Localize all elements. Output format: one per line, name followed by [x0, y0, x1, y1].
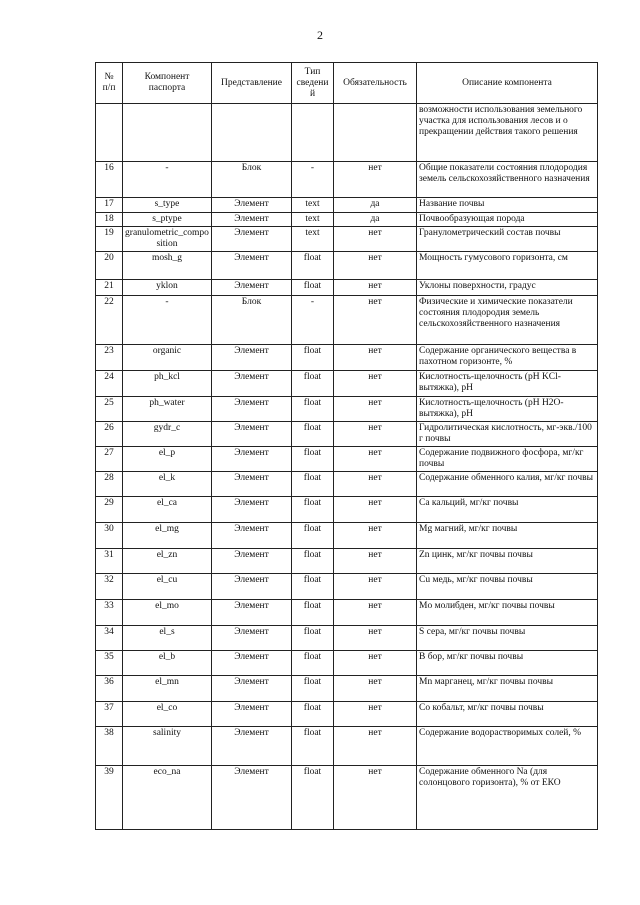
obligatory-flag: нет [334, 727, 417, 766]
data-type: float [292, 345, 334, 371]
obligatory-flag: нет [334, 227, 417, 252]
header-required: Обязательность [334, 63, 417, 104]
row-number: 18 [96, 213, 123, 227]
representation: Элемент [212, 766, 292, 830]
table-row [96, 345, 598, 371]
obligatory-flag: нет [334, 766, 417, 830]
representation: Элемент [212, 626, 292, 651]
component-description: Mn марганец, мг/кг почвы почвы [417, 676, 598, 702]
component-description: Мощность гумусового горизонта, см [417, 252, 598, 280]
component-description: Уклоны поверхности, градус [417, 280, 598, 296]
representation: Элемент [212, 600, 292, 626]
component-description: Mg магний, мг/кг почвы [417, 523, 598, 549]
component-code: gydr_c [123, 422, 212, 447]
component-code: ph_water [123, 397, 212, 422]
row-number: 28 [96, 472, 123, 497]
table-row [96, 574, 598, 600]
representation: Элемент [212, 397, 292, 422]
obligatory-flag [334, 104, 417, 162]
data-type: float [292, 371, 334, 397]
component-description: Содержание органического вещества в пахотном горизонте, % [417, 345, 598, 371]
obligatory-flag: да [334, 198, 417, 213]
representation: Элемент [212, 252, 292, 280]
component-description: Содержание водорастворимых солей, % [417, 727, 598, 766]
data-type: float [292, 523, 334, 549]
header-description: Описание компонента [417, 63, 598, 104]
table-row [96, 422, 598, 447]
component-code [123, 104, 212, 162]
table-row [96, 252, 598, 280]
component-code: salinity [123, 727, 212, 766]
data-type: text [292, 198, 334, 213]
row-number: 31 [96, 549, 123, 574]
component-code: - [123, 162, 212, 198]
data-type: float [292, 422, 334, 447]
row-number: 30 [96, 523, 123, 549]
component-code: el_s [123, 626, 212, 651]
data-type: float [292, 600, 334, 626]
row-number: 20 [96, 252, 123, 280]
data-type: float [292, 676, 334, 702]
component-description: Почвообразующая порода [417, 213, 598, 227]
table-row [96, 651, 598, 676]
representation: Элемент [212, 227, 292, 252]
representation: Элемент [212, 702, 292, 727]
component-code: granulometric_composition [123, 227, 212, 252]
passport-components-table [95, 62, 598, 830]
component-description: возможности использования земельного участка для использования лесов и о прекращении действия такого решения [417, 104, 598, 162]
component-description: Co кобальт, мг/кг почвы почвы [417, 702, 598, 727]
row-number: 22 [96, 296, 123, 345]
obligatory-flag: нет [334, 345, 417, 371]
component-description: Mo молибден, мг/кг почвы почвы [417, 600, 598, 626]
row-number: 19 [96, 227, 123, 252]
component-description: Общие показатели состояния плодородия земель сельскохозяйственного назначения [417, 162, 598, 198]
header-type: Тип сведени й [292, 63, 334, 104]
table-row [96, 676, 598, 702]
table-row [96, 104, 598, 162]
obligatory-flag: нет [334, 162, 417, 198]
row-number: 34 [96, 626, 123, 651]
row-number: 32 [96, 574, 123, 600]
data-type: float [292, 447, 334, 472]
data-type: text [292, 213, 334, 227]
row-number: 25 [96, 397, 123, 422]
obligatory-flag: нет [334, 280, 417, 296]
representation: Элемент [212, 447, 292, 472]
table-row [96, 626, 598, 651]
table-row [96, 296, 598, 345]
header-component: Компонент паспорта [123, 63, 212, 104]
table-row [96, 727, 598, 766]
component-description: S сера, мг/кг почвы почвы [417, 626, 598, 651]
component-code: mosh_g [123, 252, 212, 280]
row-number: 37 [96, 702, 123, 727]
table-row [96, 549, 598, 574]
component-description: Содержание обменного Na (для солонцового горизонта), % от ЕКО [417, 766, 598, 830]
row-number: 23 [96, 345, 123, 371]
data-type: float [292, 727, 334, 766]
obligatory-flag: нет [334, 252, 417, 280]
page-number: 2 [317, 28, 323, 42]
component-description: Физические и химические показатели состояния плодородия земель сельскохозяйственного назначения [417, 296, 598, 345]
component-description: Содержание обменного калия, мг/кг почвы [417, 472, 598, 497]
data-type: float [292, 497, 334, 523]
data-type: float [292, 549, 334, 574]
table-row [96, 213, 598, 227]
data-type: float [292, 472, 334, 497]
row-number: 35 [96, 651, 123, 676]
representation: Элемент [212, 549, 292, 574]
table-row [96, 371, 598, 397]
obligatory-flag: нет [334, 702, 417, 727]
data-type: - [292, 162, 334, 198]
data-type: float [292, 252, 334, 280]
obligatory-flag: нет [334, 472, 417, 497]
component-code: s_type [123, 198, 212, 213]
component-code: eco_na [123, 766, 212, 830]
component-code: s_ptype [123, 213, 212, 227]
obligatory-flag: нет [334, 549, 417, 574]
component-code: el_mg [123, 523, 212, 549]
header-num: № п/п [96, 63, 123, 104]
data-type: float [292, 651, 334, 676]
row-number: 38 [96, 727, 123, 766]
component-description: B бор, мг/кг почвы почвы [417, 651, 598, 676]
header-view: Представление [212, 63, 292, 104]
component-code: el_k [123, 472, 212, 497]
row-number: 21 [96, 280, 123, 296]
representation: Элемент [212, 676, 292, 702]
row-number: 27 [96, 447, 123, 472]
representation: Элемент [212, 213, 292, 227]
component-code: el_ca [123, 497, 212, 523]
component-code: - [123, 296, 212, 345]
obligatory-flag: нет [334, 397, 417, 422]
component-code: el_cu [123, 574, 212, 600]
representation: Элемент [212, 651, 292, 676]
table-row [96, 198, 598, 213]
data-type [292, 104, 334, 162]
component-code: yklon [123, 280, 212, 296]
component-code: el_co [123, 702, 212, 727]
component-code: el_mo [123, 600, 212, 626]
obligatory-flag: нет [334, 600, 417, 626]
row-number: 24 [96, 371, 123, 397]
component-code: ph_kcl [123, 371, 212, 397]
obligatory-flag: нет [334, 626, 417, 651]
component-code: el_zn [123, 549, 212, 574]
data-type: float [292, 574, 334, 600]
representation [212, 104, 292, 162]
row-number: 26 [96, 422, 123, 447]
representation: Блок [212, 162, 292, 198]
table-row [96, 227, 598, 252]
obligatory-flag: нет [334, 574, 417, 600]
representation: Элемент [212, 574, 292, 600]
component-description: Zn цинк, мг/кг почвы почвы [417, 549, 598, 574]
representation: Элемент [212, 422, 292, 447]
row-number: 29 [96, 497, 123, 523]
table-row [96, 280, 598, 296]
data-type: float [292, 626, 334, 651]
component-description: Гранулометрический состав почвы [417, 227, 598, 252]
representation: Элемент [212, 472, 292, 497]
table-row [96, 497, 598, 523]
row-number: 39 [96, 766, 123, 830]
data-type: float [292, 702, 334, 727]
component-description: Кислотность-щелочность (pH KCl-вытяжка), pH [417, 371, 598, 397]
representation: Элемент [212, 727, 292, 766]
obligatory-flag: нет [334, 651, 417, 676]
component-description: Название почвы [417, 198, 598, 213]
table-header-row [96, 63, 598, 104]
representation: Элемент [212, 345, 292, 371]
component-description: Содержание подвижного фосфора, мг/кг почвы [417, 447, 598, 472]
obligatory-flag: нет [334, 523, 417, 549]
row-number: 33 [96, 600, 123, 626]
data-type: float [292, 397, 334, 422]
table-row [96, 600, 598, 626]
obligatory-flag: нет [334, 371, 417, 397]
row-number: 17 [96, 198, 123, 213]
representation: Элемент [212, 198, 292, 213]
component-code: organic [123, 345, 212, 371]
obligatory-flag: нет [334, 296, 417, 345]
row-number: 36 [96, 676, 123, 702]
component-description: Cu медь, мг/кг почвы почвы [417, 574, 598, 600]
component-code: el_b [123, 651, 212, 676]
obligatory-flag: нет [334, 497, 417, 523]
table-row [96, 397, 598, 422]
table-row [96, 447, 598, 472]
representation: Элемент [212, 371, 292, 397]
component-code: el_p [123, 447, 212, 472]
row-number [96, 104, 123, 162]
representation: Элемент [212, 497, 292, 523]
component-description: Гидролитическая кислотность, мг-экв./100 г почвы [417, 422, 598, 447]
table-row [96, 702, 598, 727]
data-type: text [292, 227, 334, 252]
obligatory-flag: нет [334, 447, 417, 472]
table-body [96, 104, 598, 830]
component-description: Ca кальций, мг/кг почвы [417, 497, 598, 523]
obligatory-flag: нет [334, 422, 417, 447]
table-row [96, 523, 598, 549]
representation: Элемент [212, 523, 292, 549]
data-type: float [292, 280, 334, 296]
obligatory-flag: да [334, 213, 417, 227]
component-code: el_mn [123, 676, 212, 702]
data-type: float [292, 766, 334, 830]
table-row [96, 472, 598, 497]
row-number: 16 [96, 162, 123, 198]
obligatory-flag: нет [334, 676, 417, 702]
table-row [96, 766, 598, 830]
representation: Блок [212, 296, 292, 345]
representation: Элемент [212, 280, 292, 296]
table-row [96, 162, 598, 198]
component-description: Кислотность-щелочность (pH H2O-вытяжка), pH [417, 397, 598, 422]
data-type: - [292, 296, 334, 345]
